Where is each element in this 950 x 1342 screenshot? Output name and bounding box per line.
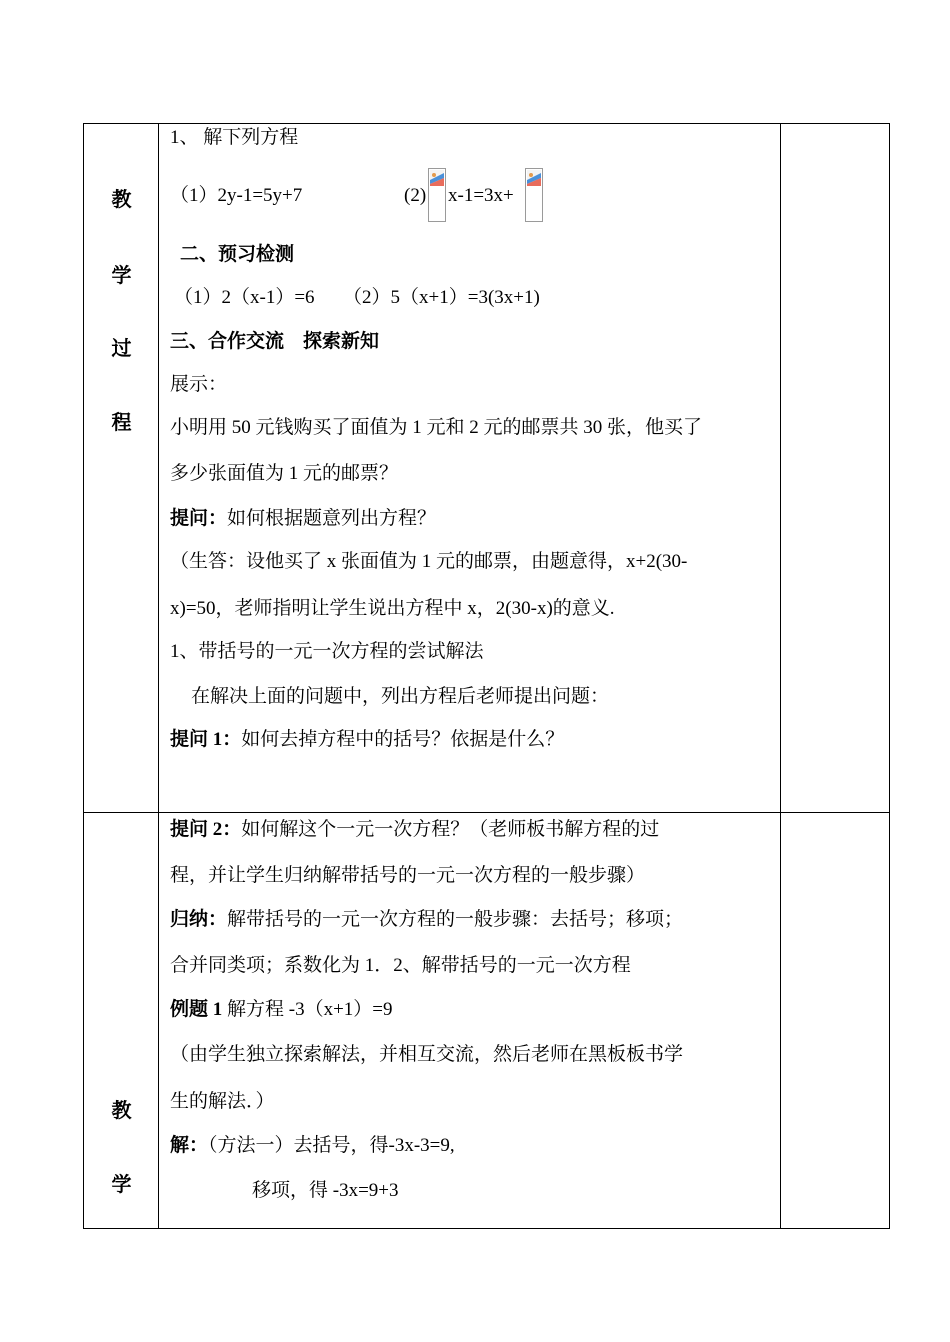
side-label-char: 教 (111, 189, 132, 211)
question-1-label: 提问 1： (170, 729, 242, 750)
example-note-line-1: （由学生独立探索解法，并相互交流，然后老师在黑板板书学 (170, 1044, 684, 1065)
question-2-label: 提问 2： (170, 819, 242, 840)
table-top-border (83, 123, 890, 124)
summary-line (170, 908, 683, 932)
subsection-title: 1、带括号的一元一次方程的尝试解法 (170, 641, 484, 662)
question-text: 如何根据题意列出方程？ (227, 508, 437, 529)
section-heading-cooperation: 三、合作交流 探索新知 (170, 331, 380, 352)
question-line (170, 507, 436, 531)
question-2-line (170, 818, 659, 842)
column-divider-2 (780, 123, 781, 1229)
question-2-continuation: 程，并让学生归纳解带括号的一元一次方程的一般步骤） (170, 865, 646, 886)
example-label: 例题 1 (170, 999, 223, 1020)
solution-step: 移项，得 -3x=9+3 (252, 1180, 399, 1201)
column-divider-1 (158, 123, 159, 1229)
summary-text: 解带括号的一元一次方程的一般步骤：去括号；移项； (227, 909, 684, 930)
fraction-image-placeholder (428, 168, 446, 222)
question-1-line (170, 728, 564, 752)
question-1-text: 如何去掉方程中的括号？依据是什么？ (241, 729, 565, 750)
preview-check-equations: （1）2（x-1）=6 （2）5（x+1）=3(3x+1) (174, 287, 540, 308)
solution-line (170, 1134, 455, 1158)
summary-continuation: 合并同类项；系数化为 1．2、解带括号的一元一次方程 (170, 955, 631, 976)
example-line (170, 998, 393, 1022)
side-label-char: 学 (111, 265, 132, 287)
solution-text: （方法一）去括号，得-3x-3=9, (208, 1135, 455, 1156)
example-text: 解方程 -3（x+1）=9 (222, 999, 393, 1020)
broken-image-icon (527, 170, 541, 186)
solution-label: 解： (170, 1135, 209, 1156)
equation-2-prefix: (2) (404, 185, 427, 206)
side-label-char: 过 (111, 338, 132, 360)
summary-label: 归纳： (170, 909, 228, 930)
side-label-char: 学 (111, 1174, 132, 1196)
side-label-char: 程 (111, 412, 132, 434)
fraction-image-placeholder (525, 168, 543, 222)
subsection-text: 在解决上面的问题中，列出方程后老师提出问题： (191, 686, 610, 707)
table-bottom-border (83, 1228, 890, 1229)
equation-2-body: x-1=3x+ (448, 185, 514, 206)
problem-line-2: 多少张面值为 1 元的邮票？ (170, 463, 399, 484)
student-answer-line-1: （生答：设他买了 x 张面值为 1 元的邮票，由题意得，x+2(30- (170, 551, 688, 572)
question-2-text: 如何解这个一元一次方程？（老师板书解方程的过 (241, 819, 660, 840)
exercise-header: 1、 解下列方程 (170, 127, 299, 148)
problem-line-1: 小明用 50 元钱购买了面值为 1 元和 2 元的邮票共 30 张，他买了 (170, 417, 703, 438)
table-right-border (889, 123, 890, 1229)
broken-image-icon (430, 170, 444, 186)
section-heading-preview-check: 二、预习检测 (180, 244, 295, 265)
show-label: 展示： (170, 374, 228, 395)
side-label-char: 教 (111, 1100, 132, 1122)
equation-1: （1）2y-1=5y+7 (170, 185, 303, 206)
student-answer-line-2: x)=50，老师指明让学生说出方程中 x，2(30-x)的意义. (170, 598, 615, 619)
row-divider (83, 812, 890, 813)
question-label: 提问： (170, 508, 228, 529)
table-left-border (83, 123, 84, 1229)
example-note-line-2: 生的解法．） (170, 1091, 275, 1112)
